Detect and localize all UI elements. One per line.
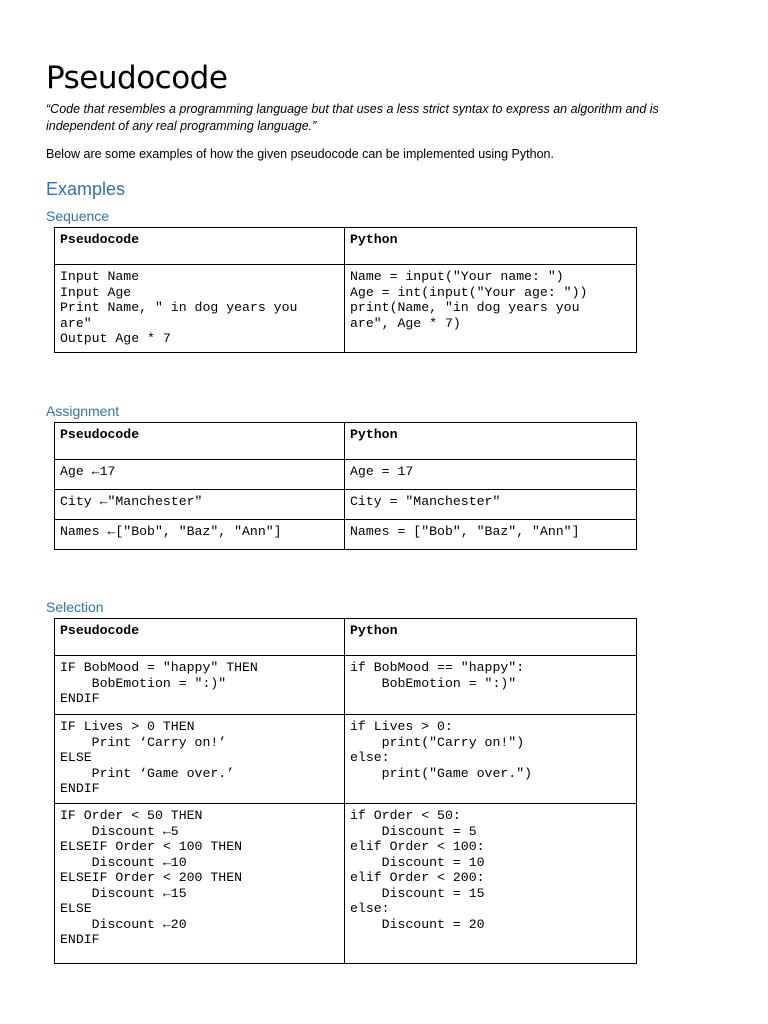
code-line: Names ←["Bob", "Baz", "Ann"] — [60, 524, 282, 539]
table-row — [55, 715, 637, 804]
column-header-python: Python — [345, 423, 637, 460]
code-line: Names = ["Bob", "Baz", "Ann"] — [350, 524, 580, 539]
code-line: if Order < 50: — [350, 808, 461, 823]
selection-table — [54, 618, 637, 964]
code-line: are" — [60, 315, 92, 331]
code-line: print("Carry on!") — [350, 734, 525, 750]
table-row — [55, 265, 637, 353]
column-header-python: Python — [345, 228, 637, 265]
definition-quote: “Code that resembles a programming language but that uses a less strict syntax to express an algorithm and is independent of any real programming language.” — [46, 102, 659, 133]
code-line: ELSEIF Order < 200 THEN — [60, 870, 243, 885]
code-line: Print ‘Game over.’ — [60, 765, 235, 781]
intro-paragraph: Below are some examples of how the given pseudocode can be implemented using Python. — [46, 147, 554, 161]
pseudocode-cell — [55, 804, 345, 964]
code-line: City ←"Manchester" — [60, 494, 203, 509]
sequence-table — [54, 227, 637, 353]
code-line: Input Name — [60, 269, 140, 284]
code-line: if BobMood == "happy": — [350, 660, 525, 675]
assignment-table — [54, 422, 637, 550]
column-header-pseudocode: Pseudocode — [55, 423, 345, 460]
pseudocode-cell — [55, 715, 345, 804]
selection-heading: Selection — [46, 599, 104, 615]
table-header-row — [55, 228, 637, 265]
python-cell — [345, 656, 637, 715]
column-header-pseudocode: Pseudocode — [55, 228, 345, 265]
code-line: print(Name, "in dog years you — [350, 300, 580, 315]
page-title: Pseudocode — [46, 60, 228, 96]
code-line: IF Lives > 0 THEN — [60, 719, 195, 734]
code-line: else: — [350, 750, 390, 765]
code-line: are", Age * 7) — [350, 315, 461, 331]
pseudocode-cell — [55, 656, 345, 715]
code-line: elif Order < 100: — [350, 839, 485, 854]
code-line: Discount = 15 — [350, 885, 485, 901]
table-header-row — [55, 423, 637, 460]
pseudocode-cell — [55, 460, 345, 490]
assignment-heading: Assignment — [46, 403, 120, 419]
code-line: IF Order < 50 THEN — [60, 808, 203, 823]
code-line: Age = int(input("Your age: ")) — [350, 284, 588, 300]
table-row — [55, 520, 637, 550]
table-header-row — [55, 619, 637, 656]
column-header-python: Python — [345, 619, 637, 656]
code-line: ELSE — [60, 901, 92, 916]
pseudocode-cell — [55, 490, 345, 520]
column-header-pseudocode: Pseudocode — [55, 619, 345, 656]
code-line: Print ‘Carry on!’ — [60, 734, 227, 750]
code-line: elif Order < 200: — [350, 870, 485, 885]
code-line: Discount ←10 — [60, 854, 187, 870]
code-line: else: — [350, 901, 390, 916]
code-line: BobEmotion = ":)" — [350, 675, 517, 691]
code-line: Discount ←15 — [60, 885, 187, 901]
code-line: print("Game over.") — [350, 765, 533, 781]
table-row — [55, 460, 637, 490]
python-cell — [345, 804, 637, 964]
python-cell — [345, 460, 637, 490]
table-row — [55, 804, 637, 964]
code-line: Output Age * 7 — [60, 331, 171, 346]
code-line: ENDIF — [60, 691, 100, 706]
code-line: Input Age — [60, 284, 132, 300]
table-row — [55, 490, 637, 520]
python-cell — [345, 715, 637, 804]
code-line: Discount = 5 — [350, 823, 477, 839]
python-cell — [345, 265, 637, 353]
code-line: Discount ←20 — [60, 916, 187, 932]
code-line: IF BobMood = "happy" THEN — [60, 660, 258, 675]
code-line: ELSE — [60, 750, 92, 765]
examples-heading: Examples — [46, 179, 126, 199]
code-line: ELSEIF Order < 100 THEN — [60, 839, 243, 854]
python-cell — [345, 490, 637, 520]
code-line: Age ←17 — [60, 464, 116, 479]
sequence-heading: Sequence — [46, 208, 110, 224]
code-line: Discount = 10 — [350, 854, 485, 870]
code-line: Age = 17 — [350, 464, 414, 479]
python-cell — [345, 520, 637, 550]
code-line: Discount ←5 — [60, 823, 179, 839]
code-line: ENDIF — [60, 781, 100, 796]
code-line: ENDIF — [60, 932, 100, 947]
code-line: BobEmotion = ":)" — [60, 675, 227, 691]
code-line: Discount = 20 — [350, 916, 485, 932]
code-line: if Lives > 0: — [350, 719, 453, 734]
pseudocode-cell — [55, 520, 345, 550]
code-line: Print Name, " in dog years you — [60, 300, 298, 315]
table-row — [55, 656, 637, 715]
pseudocode-cell — [55, 265, 345, 353]
code-line: Name = input("Your name: ") — [350, 269, 564, 284]
code-line: City = "Manchester" — [350, 494, 501, 509]
